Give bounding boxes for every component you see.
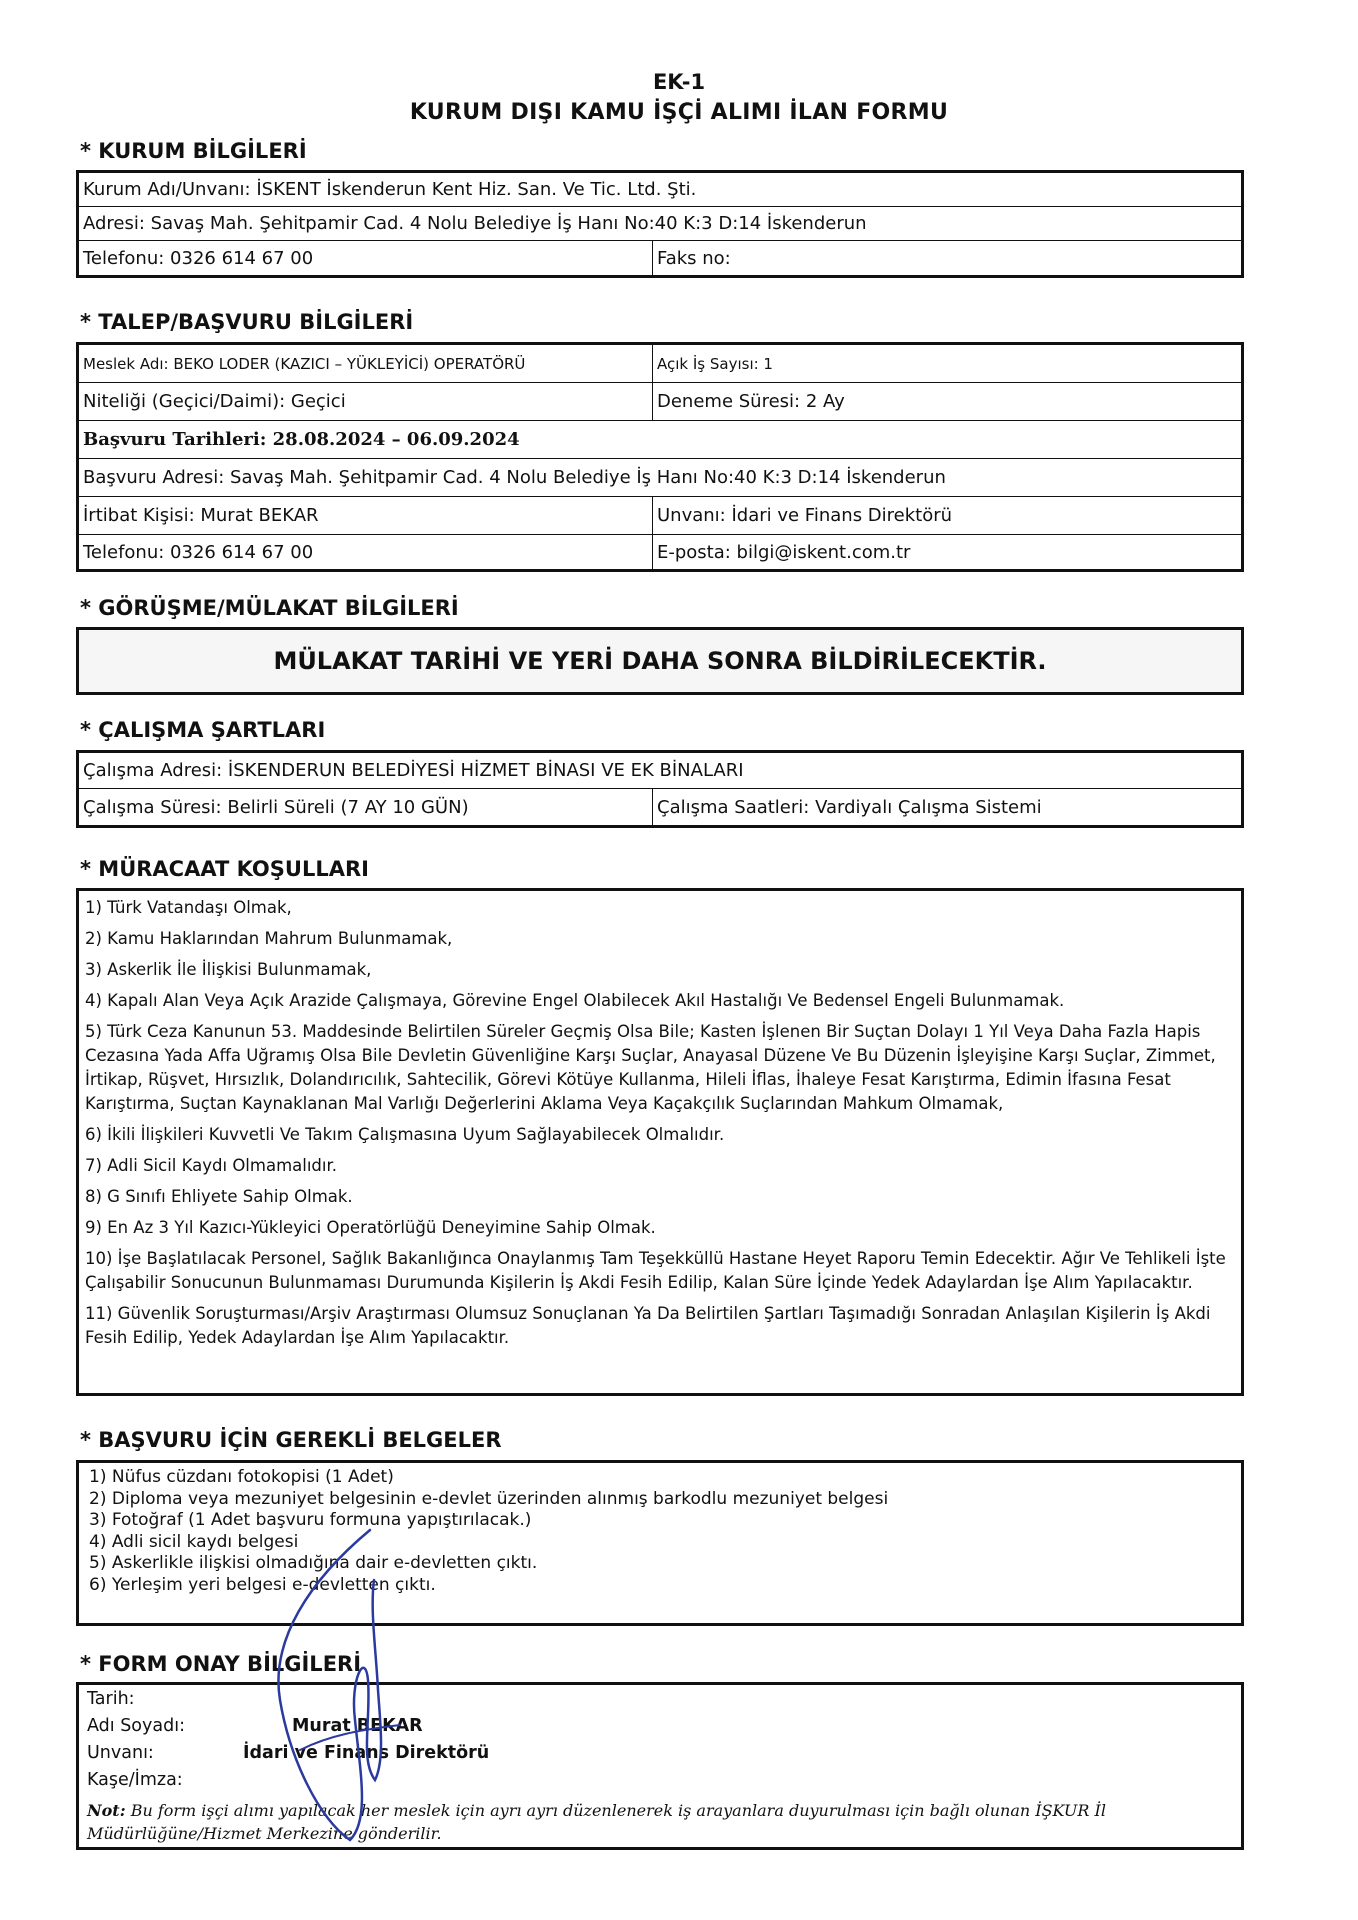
talep-eposta: E-posta: bilgi@iskent.com.tr xyxy=(652,535,1241,569)
document-item: 5) Askerlikle ilişkisi olmadığına dair e-devletten çıktı. xyxy=(89,1553,538,1573)
calisma-saatleri: Çalışma Saatleri: Vardiyalı Çalışma Sistemi xyxy=(652,789,1241,825)
mulakat-notice: MÜLAKAT TARİHİ VE YERİ DAHA SONRA BİLDİRİLECEKTİR. xyxy=(76,627,1244,695)
section-title-muracaat: * MÜRACAAT KOŞULLARI xyxy=(80,857,369,881)
condition-item: 6) İkili İlişkileri Kuvvetli Ve Takım Çalışmasına Uyum Sağlayabilecek Olmalıdır. xyxy=(85,1125,725,1144)
signature-mark xyxy=(250,1520,450,1850)
kurum-adres: Adresi: Savaş Mah. Şehitpamir Cad. 4 Nolu Belediye İş Hanı No:40 K:3 D:14 İskenderun xyxy=(83,213,867,234)
kurum-table xyxy=(76,170,1244,278)
condition-item: 1) Türk Vatandaşı Olmak, xyxy=(85,898,292,917)
section-title-onay: * FORM ONAY BİLGİLERİ xyxy=(80,1652,362,1676)
calisma-adresi: Çalışma Adresi: İSKENDERUN BELEDİYESİ HİZMET BİNASI VE EK BİNALARI xyxy=(83,760,744,781)
condition-item: 8) G Sınıfı Ehliyete Sahip Olmak. xyxy=(85,1187,353,1206)
muracaat-conditions xyxy=(76,888,1244,1396)
condition-item: 10) İşe Başlatılacak Personel, Sağlık Bakanlığınca Onaylanmış Tam Teşekküllü Hastane Heyet Raporu Temin Edecektir. Ağır Ve Tehlikeli İşte Çalışabilir Sonucunun Bulunmaması Durumunda Kişilerin İş Akdi Fesih Edilip, Kalan Süre İçinde Yedek Adaylardan İşe Alım Yapılacaktır. xyxy=(85,1249,1226,1292)
acik-is-sayisi: Açık İş Sayısı: 1 xyxy=(652,345,1241,382)
document-item: 6) Yerleşim yeri belgesi e-devletten çıktı. xyxy=(89,1574,436,1595)
adi-soyadi-value: Murat BEKAR xyxy=(292,1715,423,1736)
document-item: 2) Diploma veya mezuniyet belgesinin e-devlet üzerinden alınmış barkodlu mezuniyet belgesi xyxy=(89,1488,889,1509)
meslek-adi: Meslek Adı: BEKO LODER (KAZICI – YÜKLEYİCİ) OPERATÖRÜ xyxy=(83,354,526,373)
unvan-value: İdari ve Finans Direktörü xyxy=(243,1742,490,1763)
note-label: Not: xyxy=(87,1801,126,1820)
talep-telefon: Telefonu: 0326 614 67 00 xyxy=(83,541,314,563)
talep-table xyxy=(76,342,1244,572)
irtibat-unvani: Unvanı: İdari ve Finans Direktörü xyxy=(652,497,1241,534)
kurum-faks: Faks no: xyxy=(652,241,1241,275)
condition-item: 4) Kapalı Alan Veya Açık Arazide Çalışmaya, Görevine Engel Olabilecek Akıl Hastalığı Ve Bedensel Engeli Bulunmamak. xyxy=(85,991,1065,1010)
section-title-gorusme: * GÖRÜŞME/MÜLAKAT BİLGİLERİ xyxy=(80,596,459,620)
condition-item: 3) Askerlik İle İlişkisi Bulunmamak, xyxy=(85,960,372,979)
condition-item: 5) Türk Ceza Kanunun 53. Maddesinde Belirtilen Süreler Geçmiş Olsa Bile; Kasten İşlenen Bir Suçtan Dolayı 1 Yıl Veya Daha Fazla Hapis Cezasına Yada Affa Uğramış Olsa Bile Devletin Güvenliğine Karşı Suçlar, Anayasal Düzene Ve Bu Düzenin İşleyişine Karşı Suçlar, Zimmet, İrtikap, Rüşvet, Hırsızlık, Dolandırıcılık, Sahtecilik, Görevi Kötüye Kullanma, Hileli İflas, İhaleye Fesat Karıştırma, Edimin İfasına Fesat Karıştırma, Suçtan Kaynaklanan Mal Varlığı Değerlerini Aklama Veya Kaçakçılık Suçlarından Mahkum Olmamak, xyxy=(85,1022,1216,1113)
condition-item: 2) Kamu Haklarından Mahrum Bulunmamak, xyxy=(85,929,453,948)
calisma-suresi: Çalışma Süresi: Belirli Süreli (7 AY 10 GÜN) xyxy=(83,796,469,818)
note-text: Bu form işçi alımı yapılacak her meslek için ayrı ayrı düzenlenerek iş arayanlara duyurulması için bağlı olunan İŞKUR İl Müdürlüğüne/Hizmet Merkezine gönderilir. xyxy=(87,1801,1106,1843)
calisma-table xyxy=(76,750,1244,828)
kurum-telefon: Telefonu: 0326 614 67 00 xyxy=(83,247,314,269)
adi-soyadi-label: Adı Soyadı: xyxy=(87,1715,185,1736)
condition-item: 7) Adli Sicil Kaydı Olmamalıdır. xyxy=(85,1156,337,1175)
section-title-calisma: * ÇALIŞMA ŞARTLARI xyxy=(80,718,326,742)
kurum-adi: Kurum Adı/Unvanı: İSKENT İskenderun Kent Hiz. San. Ve Tic. Ltd. Şti. xyxy=(83,179,697,200)
section-title-belgeler: * BAŞVURU İÇİN GEREKLİ BELGELER xyxy=(80,1428,502,1452)
document-item: 1) Nüfus cüzdanı fotokopisi (1 Adet) xyxy=(89,1467,394,1487)
deneme-suresi: Deneme Süresi: 2 Ay xyxy=(652,383,1241,420)
document-item: 4) Adli sicil kaydı belgesi xyxy=(89,1531,299,1552)
condition-item: 9) En Az 3 Yıl Kazıcı-Yükleyici Operatörlüğü Deneyimine Sahip Olmak. xyxy=(85,1218,656,1237)
document-item: 3) Fotoğraf (1 Adet başvuru formuna yapıştırılacak.) xyxy=(89,1510,532,1530)
unvan-label: Unvanı: xyxy=(87,1742,154,1763)
basvuru-adresi: Başvuru Adresi: Savaş Mah. Şehitpamir Cad. 4 Nolu Belediye İş Hanı No:40 K:3 D:14 İskenderun xyxy=(83,467,946,488)
niteligi: Niteliği (Geçici/Daimi): Geçici xyxy=(83,391,346,412)
tarih-label: Tarih: xyxy=(87,1688,135,1709)
section-title-talep: * TALEP/BAŞVURU BİLGİLERİ xyxy=(80,310,414,334)
kase-imza-label: Kaşe/İmza: xyxy=(87,1769,183,1790)
basvuru-tarihleri: Başvuru Tarihleri: 28.08.2024 – 06.09.2024 xyxy=(83,429,520,450)
form-annex-label: EK-1 xyxy=(652,70,706,94)
section-title-kurum: * KURUM BİLGİLERİ xyxy=(80,139,307,163)
form-title: KURUM DIŞI KAMU İŞÇİ ALIMI İLAN FORMU xyxy=(409,100,949,125)
irtibat-kisisi: İrtibat Kişisi: Murat BEKAR xyxy=(83,505,319,526)
condition-item: 11) Güvenlik Soruşturması/Arşiv Araştırması Olumsuz Sonuçlanan Ya Da Belirtilen Şartları Taşımadığı Sonradan Anlaşılan Kişilerin İş Akdi Fesih Edilip, Yedek Adaylardan İşe Alım Yapılacaktır. xyxy=(85,1304,1211,1347)
